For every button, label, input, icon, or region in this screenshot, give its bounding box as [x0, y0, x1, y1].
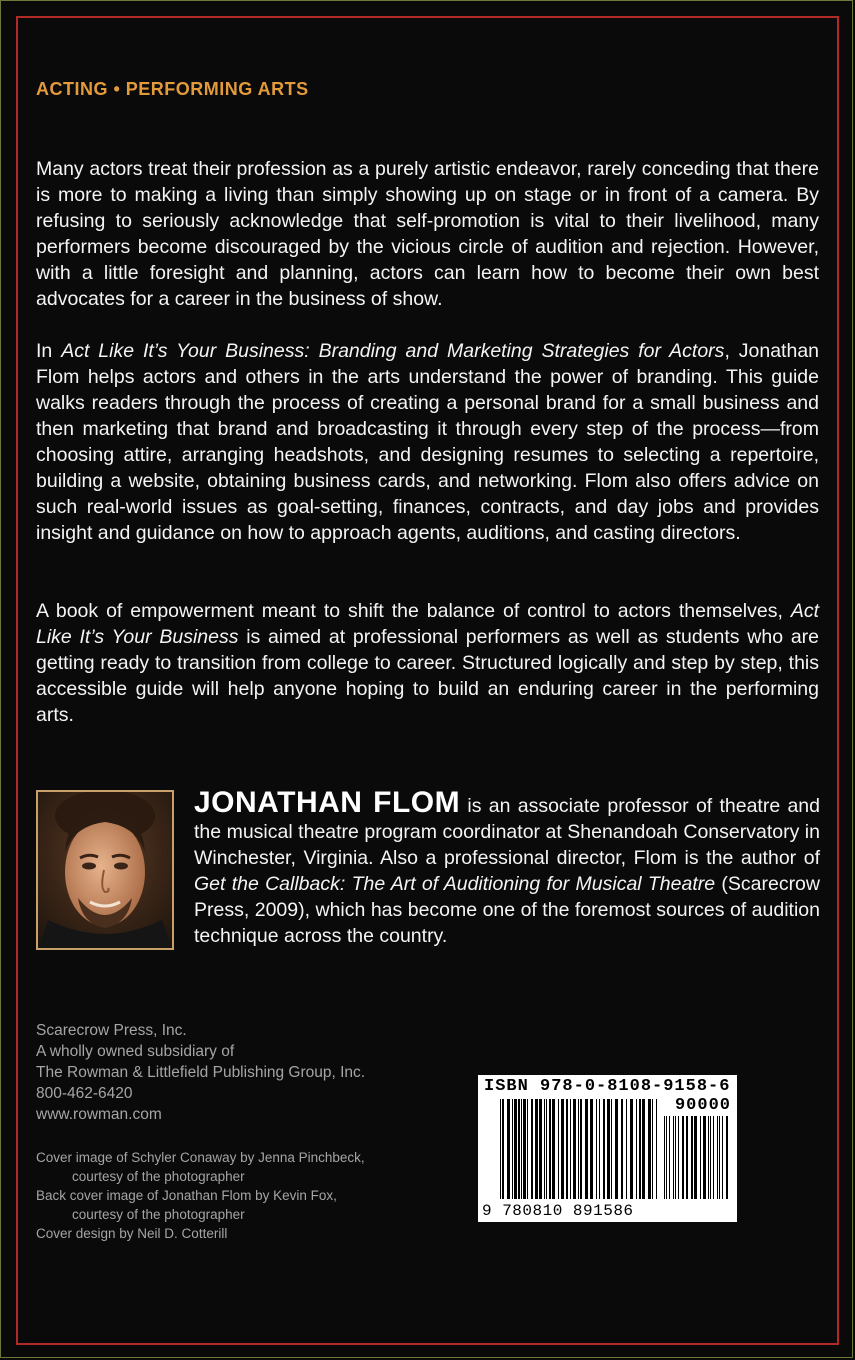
- author-photo: [36, 790, 174, 950]
- blurb-p2-prefix: In: [36, 340, 62, 362]
- barcode-bar: [578, 1099, 579, 1199]
- barcode-bar: [621, 1099, 623, 1199]
- isbn-barcode: [478, 1075, 737, 1222]
- blurb-p2-body: , Jonathan Flom helps actors and others in the arts understand the power of branding. This guide walks readers through the process of creating a personal brand for a small business and then marketing that brand and broadcasting it through every step of the process—from choosing attire, arranging headshots, and designing resumes to selecting a repertoire, building a website, obtaining business cards, and networking. Flom also offers advice on such real-world issues as goal-setting, finances, contracts, and day jobs and provides insight and guidance on how to approach agents, auditions, and casting directors.: [36, 340, 820, 544]
- barcode-bar: [703, 1116, 706, 1199]
- price-code: 90000: [674, 1096, 731, 1115]
- barcode-bar: [719, 1116, 720, 1199]
- blurb-p3-prefix: A book of empowerment meant to shift the balance of control to actors themselves,: [36, 600, 791, 622]
- publisher-name: Scarecrow Press, Inc.: [36, 1022, 187, 1039]
- barcode-bar: [636, 1099, 637, 1199]
- barcode-bar: [500, 1099, 501, 1199]
- author-bio: [194, 786, 820, 949]
- barcode-bar: [514, 1099, 517, 1199]
- author-name: JONATHAN FLOM: [194, 786, 461, 819]
- publisher-subsidiary: A wholly owned subsidiary of: [36, 1043, 235, 1060]
- barcode-bar: [615, 1099, 618, 1199]
- barcode-bar: [710, 1116, 711, 1199]
- barcode-bar: [518, 1099, 520, 1199]
- barcode-bar: [722, 1116, 723, 1199]
- author-portrait-image: [38, 792, 172, 948]
- credit-cover-image-courtesy: courtesy of the photographer: [72, 1169, 245, 1184]
- publisher-website: www.rowman.com: [36, 1106, 162, 1123]
- barcode-bar: [544, 1099, 545, 1199]
- barcode-bar: [664, 1116, 665, 1199]
- barcode-bar: [535, 1099, 538, 1199]
- barcode-bar: [717, 1116, 718, 1199]
- barcode-bar: [523, 1099, 526, 1199]
- barcode-bar: [607, 1099, 610, 1199]
- barcode-bar: [648, 1099, 651, 1199]
- barcode-bar: [611, 1099, 612, 1199]
- barcode-bar: [669, 1116, 670, 1199]
- image-credits: [36, 1148, 365, 1243]
- barcode-bar: [726, 1116, 728, 1199]
- ean-barcode-bars: [500, 1099, 660, 1199]
- blurb-p3-body: is aimed at professional performers as well as students who are getting ready to transition from college to career. Structured logically and step by step, this accessible guide will help anyone hoping to build an enduring career in the performing arts.: [36, 626, 819, 726]
- barcode-bar: [566, 1099, 568, 1199]
- barcode-bar: [682, 1116, 684, 1199]
- barcode-bar: [656, 1099, 657, 1199]
- barcode-bar: [531, 1099, 533, 1199]
- barcode-bar: [666, 1116, 667, 1199]
- credit-back-image: Back cover image of Jonathan Flom by Kevin Fox,: [36, 1188, 337, 1203]
- barcode-bar: [639, 1099, 641, 1199]
- barcode-bar: [507, 1099, 510, 1199]
- book-title: Act Like It’s Your Business: Branding and Marketing Strategies for Actors: [61, 340, 725, 362]
- barcode-bar: [673, 1116, 674, 1199]
- barcode-bar: [573, 1099, 576, 1199]
- barcode-bar: [686, 1116, 688, 1199]
- category-label: ACTING • PERFORMING ARTS: [36, 79, 309, 99]
- barcode-bar: [561, 1099, 564, 1199]
- barcode-bar: [512, 1099, 513, 1199]
- book-title-short: Act Like It’s Your Business: [36, 600, 819, 648]
- isbn-number: ISBN 978-0-8108-9158-6: [484, 1077, 731, 1096]
- barcode-bar: [590, 1099, 593, 1199]
- barcode-bar: [652, 1099, 653, 1199]
- addon-barcode-bars: [664, 1116, 730, 1199]
- barcode-bar: [546, 1099, 547, 1199]
- blurb-paragraph-3: [36, 598, 819, 728]
- barcode-bar: [708, 1116, 709, 1199]
- barcode-bar: [603, 1099, 605, 1199]
- barcode-bar: [626, 1099, 627, 1199]
- barcode-bar: [585, 1099, 588, 1199]
- barcode-bar: [642, 1099, 645, 1199]
- barcode-bar: [539, 1099, 542, 1199]
- barcode-bar: [549, 1099, 551, 1199]
- barcode-bar: [700, 1116, 701, 1199]
- barcode-bar: [558, 1099, 559, 1199]
- barcode-bar: [596, 1099, 597, 1199]
- barcode-bar: [580, 1099, 582, 1199]
- barcode-bar: [552, 1099, 555, 1199]
- credit-cover-image: Cover image of Schyler Conaway by Jenna Pinchbeck,: [36, 1150, 365, 1165]
- publisher-group: The Rowman & Littlefield Publishing Group, Inc.: [36, 1064, 366, 1081]
- author-bio-text-2: (Scarecrow Press, 2009), which has become one of the foremost sources of audition technique across the country.: [194, 873, 820, 947]
- blurb-paragraph-1: Many actors treat their profession as a purely artistic endeavor, rarely conceding that there is more to making a living than simply showing up on stage or in front of a camera. By refusing to seriously acknowledge that self-promotion is vital to their livelihood, many performers become discouraged by the vicious circle of audition and rejection. However, with a little foresight and planning, actors can learn how to become their own best advocates for a career in the business of show.: [36, 158, 819, 310]
- barcode-bar: [678, 1116, 679, 1199]
- barcode-bar: [675, 1116, 676, 1199]
- barcode-bar: [630, 1099, 633, 1199]
- author-bio-text-1: is an associate professor of theatre and the musical theatre program coordinator at Shenandoah Conservatory in Winchester, Virginia. Also a professional director, Flom is the author of: [194, 795, 820, 869]
- barcode-bar: [527, 1099, 528, 1199]
- barcode-bar: [521, 1099, 522, 1199]
- barcode-bar: [713, 1116, 714, 1199]
- barcode-bar: [570, 1099, 571, 1199]
- credit-back-image-courtesy: courtesy of the photographer: [72, 1207, 245, 1222]
- publisher-info: [36, 1020, 365, 1125]
- author-previous-book: Get the Callback: The Art of Auditioning for Musical Theatre: [194, 873, 716, 895]
- barcode-bar: [599, 1099, 600, 1199]
- ean-digits: 9 780810 891586: [482, 1202, 634, 1220]
- credit-cover-design: Cover design by Neil D. Cotterill: [36, 1226, 228, 1241]
- blurb-paragraph-2: [36, 338, 819, 546]
- barcode-bar: [691, 1116, 693, 1199]
- publisher-phone: 800-462-6420: [36, 1085, 133, 1102]
- barcode-bar: [502, 1099, 504, 1199]
- barcode-bar: [694, 1116, 697, 1199]
